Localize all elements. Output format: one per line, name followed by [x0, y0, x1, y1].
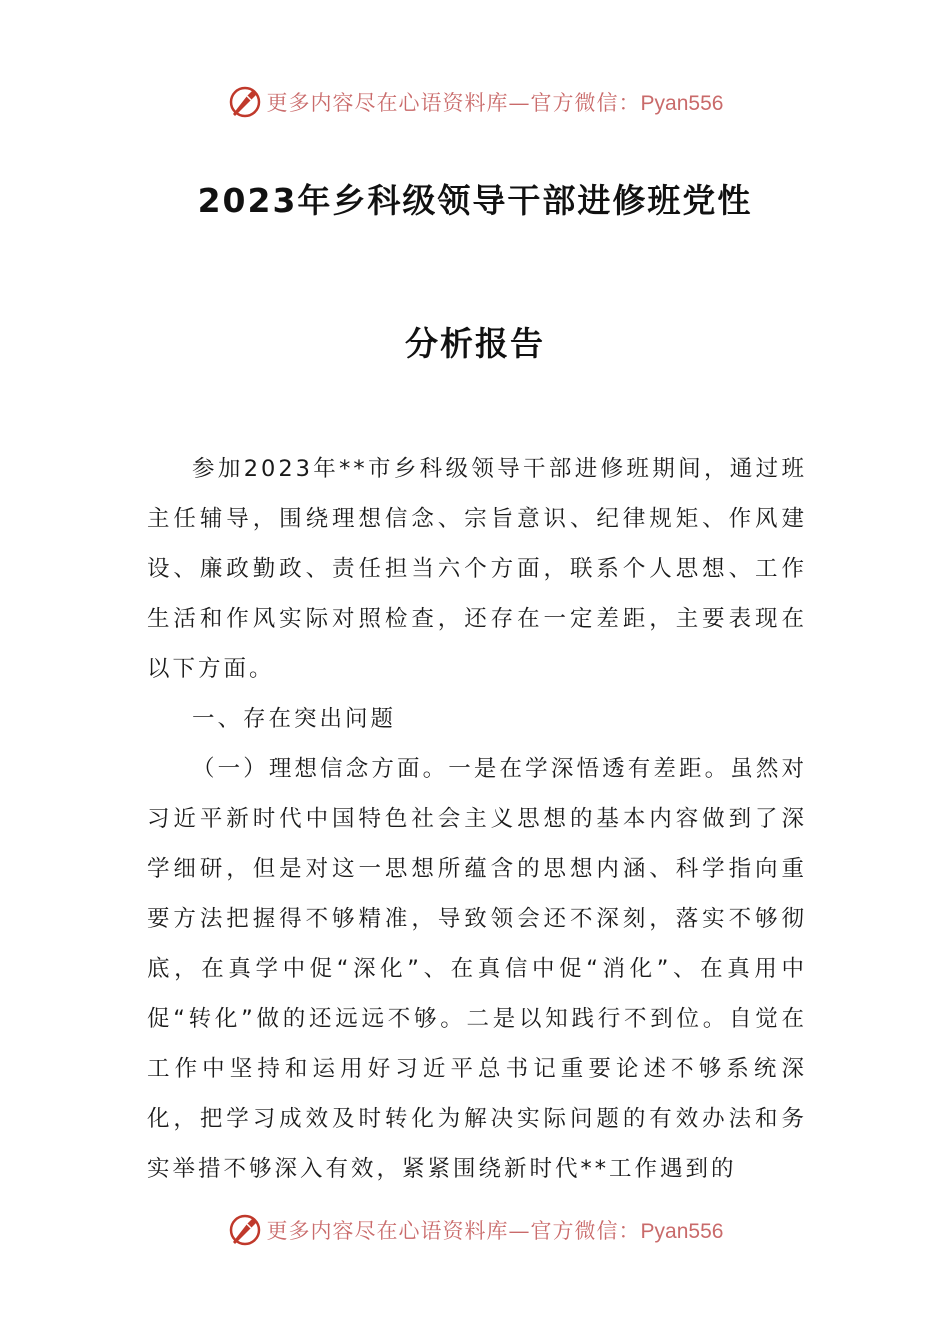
document-body: [147, 444, 807, 1194]
pen-nib-circle-icon: [227, 1212, 263, 1248]
pen-nib-circle-icon: [227, 84, 263, 120]
paragraph-intro: 参加2023年**市乡科级领导干部进修班期间，通过班主任辅导，围绕理想信念、宗旨意识、纪律规矩、作风建设、廉政勤政、责任担当六个方面，联系个人思想、工作生活和作风实际对照检查，还存在一定差距，主要表现在以下方面。: [147, 456, 807, 682]
watermark-text: 更多内容尽在心语资料库—官方微信：Pyan556: [266, 91, 724, 115]
watermark-text: 更多内容尽在心语资料库—官方微信：Pyan556: [266, 1219, 724, 1243]
watermark-banner-top: [0, 82, 950, 122]
section-heading: 一、存在突出问题: [192, 706, 397, 732]
document-title-line1: 2023年乡科级领导干部进修班党性: [197, 181, 753, 220]
document-title-line2: 分析报告: [405, 324, 545, 363]
paragraph-ideals: （一）理想信念方面。一是在学深悟透有差距。虽然对习近平新时代中国特色社会主义思想的基本内容做到了深学细研，但是对这一思想所蕴含的思想内涵、科学指向重要方法把握得不够精准，导致领会还不深刻，落实不够彻底，在真学中促“深化”、在真信中促“消化”、在真用中促“转化”做的还远远不够。二是以知践行不到位。自觉在工作中坚持和运用好习近平总书记重要论述不够系统深化，把学习成效及时转化为解决实际问题的有效办法和务实举措不够深入有效，紧紧围绕新时代**工作遇到的: [147, 756, 807, 1182]
watermark-banner-bottom: [0, 1210, 950, 1250]
